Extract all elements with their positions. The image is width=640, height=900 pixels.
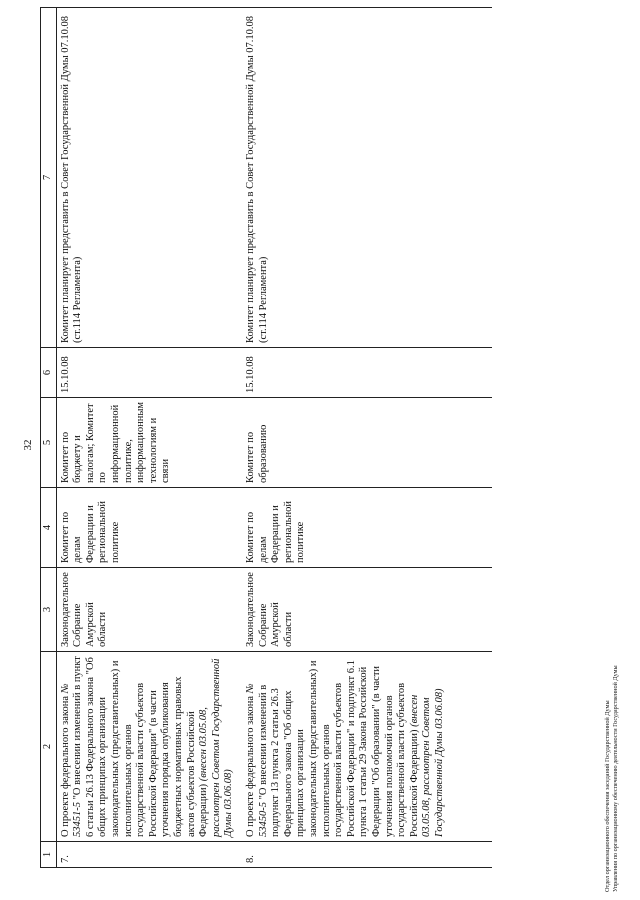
status-cell: Комитет планирует представить в Совет Государственной Думы 07.10.08 (ст.114 Регламента) [56,7,242,347]
bill-description [242,652,492,842]
table-header-row [41,7,57,867]
bill-note: (внесен 03.05.08, рассмотрен Советом Государственной Думы 03.06.08) [408,688,445,837]
bill-number: № 53450-5 [245,683,269,837]
row-number: 8. [242,842,492,868]
column-header: 3 [41,568,57,652]
initiator-cell: Законодательное Собрание Амурской области [56,568,242,652]
page-footer [604,665,620,892]
column-header: 6 [41,347,57,397]
bill-title-prefix: О проекте федерального закона [59,693,71,837]
bill-note: (внесен 03.05.08, рассмотрен Советом Государственной Думы 03.06.08) [198,658,235,837]
bill-title: "О внесении изменений в подпункт 13 пункта 2 статьи 26.3 Федерального закона "Об общих принципах организации законодательных (представительных) и исполнительных органов государственной власти субъектов Российской Федерации" и подпункт 6.1 пункта 1 статьи 29 Закона Российской Федерации "Об образовании" [257,660,383,837]
table-row [242,7,492,867]
column-header: 2 [41,652,57,842]
responsible-committee-cell: Комитет по делам Федерации и региональной политике [242,488,492,568]
co-committees-cell: Комитет по бюджету и налогам; Комитет по информационной политике, информационным технологиям и связи [56,397,242,487]
footer-line: Отдел организационного обеспечения заседаний Государственной Думы [604,700,611,892]
footer-line: Управления по организационному обеспечению деятельности Государственной Думы [612,665,619,892]
date-cell: 15.10.08 [56,347,242,397]
column-header: 1 [41,842,57,868]
row-number: 7. [56,842,242,868]
responsible-committee-cell: Комитет по делам Федерации и региональной политике [56,488,242,568]
initiator-cell: Законодательное Собрание Амурской области [242,568,492,652]
column-header: 4 [41,488,57,568]
co-committees-cell: Комитет по образованию [242,397,492,487]
bill-title-prefix: О проекте федерального закона [245,693,257,837]
date-cell: 15.10.08 [242,347,492,397]
bill-detail: (в части уточнения порядка опубликования бюджетных нормативных правовых актов субъектов Российской Федерации) [147,676,210,837]
bills-table [40,7,492,868]
page-number: 32 [22,439,34,451]
status-cell: Комитет планирует представить в Совет Государственной Думы 07.10.08 (ст.114 Регламента) [242,7,492,347]
column-header: 7 [41,7,57,347]
bill-number: № 53451-5 [59,683,84,837]
column-header: 5 [41,397,57,487]
bill-title: "О внесении изменений в пункт 6 статьи 26.13 Федерального закона "Об общих принципах организации законодательных (представительных) и исполнительных органов государственной власти субъектов Российской Федерации" [72,656,159,837]
bill-detail: (в части уточнения полномочий органов государственной власти субъектов Российской Федерации) [371,665,420,837]
table-row [56,7,242,867]
bill-description [56,652,242,842]
